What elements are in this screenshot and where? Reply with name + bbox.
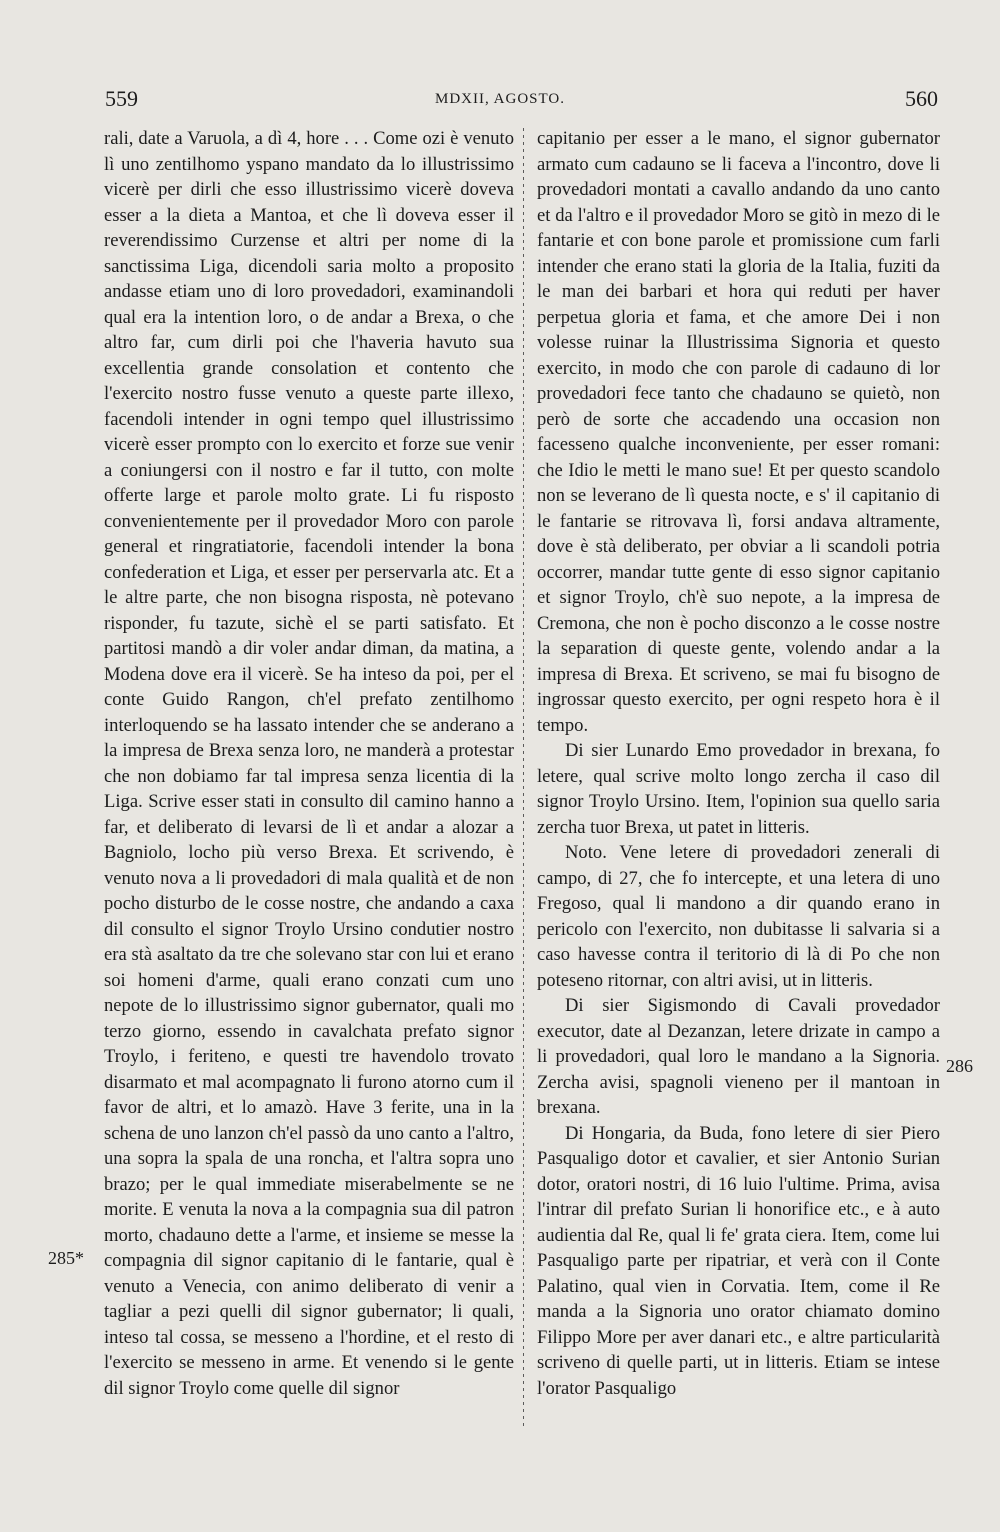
margin-note-right: 286 bbox=[946, 1056, 973, 1076]
paragraph: Di sier Sigismondo di Cavali provedador executor, date al Dezanzan, letere drizate in campo a li provedadori, qual loro le mandano a la Signoria. Zercha avisi, spagnoli vieneno per il mantoan in brexana. bbox=[537, 995, 940, 1118]
page-header bbox=[0, 0, 1000, 120]
paragraph: Di sier Lunardo Emo provedador in brexana, fo letere, qual scrive molto longo zercha il caso dil signor Troylo Ursino. Item, l'opinion sua quello saria zercha tuor Brexa, ut patet in litteris. bbox=[537, 740, 940, 838]
paragraph: Noto. Vene letere di provedadori zenerali di campo, di 27, che fo intercepte, et una letera di uno Fregoso, qual li mandono a dir quando erano in pericolo con l'exercito, non dubitasse li salvaria si a caso havesse contra il teritorio di là di Po che non poteseno ritornar, con altri avisi, ut in litteris. bbox=[537, 842, 940, 991]
margin-note-left: 285* bbox=[48, 1248, 84, 1268]
column-divider bbox=[523, 128, 524, 1428]
paragraph: rali, date a Varuola, a dì 4, hore . . . Come ozi è venuto lì uno zentilhomo yspano mandato da lo illustrissimo vicerè per dirli che esso illustrissimo vicerè doveva esser a la dieta a Mantoa, et che lì doveva esser il reverendissimo Curzense et altri per nome di la sanctissima Liga, dicendoli saria molto a proposito andasse etiam uno di loro provedadori, examinandoli qual era la intention loro, o de andar a Brexa, o che altro far, cum dirli poi che l'haveria havuto sua excellentia grande consolation et contento che l'exercito nostro fusse venuto a queste parte illexo, facendoli intender in ogni tempo quel illustrissimo vicerè esser prompto con lo exercito et forze sue venir a coniungersi con il nostro e far il tutto, con molte offerte large et parole molto grate. Li fu risposto convenientemente per il provedador Moro con parole general et ringratiatorie, facendoli intender la bona confederation et Liga, et esser per perservarla atc. Et a le altre parte, che non bisogna risposta, nè potevano risponder, fu tazute, sichè el se parti satisfato. Et partitosi mandò a dir voler andar diman, da matina, a Modena dove era il vicerè. Se ha inteso da poi, per el conte Guido Rangon, ch'el prefato zentilhomo interloquendo se ha lassato intender che se anderano a la impresa de Brexa senza loro, ne manderà a protestar che non dobiamo far tal impresa senza licentia di la Liga. Scrive esser stati in consulto dil camino hanno a far, et deliberato di levarsi de lì et andar a alozar a Bagniolo, locho più verso Brexa. Et scrivendo, è venuto nova a li provedadori di mala qualità et de non pocho disturbo de le cosse nostre, che andando a caxa dil consulto el signor Troylo Ursino condutier nostro era stà asaltato da tre che solevano star con lui et erano soi homeni d'arme, quali erano conzati cum uno nepote de lo illustrissimo signor gubernator, quali mo terzo giorno, essendo in cavalchata prefato signor Troylo, i feriteno, e questi tre havendolo trovato disarmato et mal acompagnato li furono atorno cum il favor de altri, et lo amazò. Have 3 ferite, una in la schena de uno lanzon ch'el passò da uno canto a l'altro, una sopra la spala de una roncha, et l'altra sopra uno brazo; per le qual immediate miserabelmente se ne morite. E venuta la nova a la compagnia sua dil patron morto, chadauno dette a l'arme, et insieme se messe la compagnia dil signor capitanio di le fantarie, qual è venuto a Venecia, con animo deliberato di venir a tagliar a pezi quelli dil signor gubernator; li quali, inteso tal cossa, se messeno a l'hordine, et el resto di l'exercito se messeno in arme. Et venendo si le gente dil signor Troylo come quelle dil signor bbox=[104, 128, 514, 1399]
right-column bbox=[537, 126, 940, 1401]
paragraph: Di Hongaria, da Buda, fono letere di sier Piero Pasqualigo dotor et cavalier, et sier Antonio Surian dotor, oratori nostri, di 16 luio l'ultime. Prima, avisa l'intrar dil prefato Surian li honorifice etc., e à auto audientia dal Re, qual li fe' grata ciera. Item, come lui Pasqualigo parte per ripatriar, et verà con il Conte Palatino, qual vien in Corvatia. Item, come il Re manda a la Signoria uno orator chiamato domino Filippo More per aver danari etc., e altre particularità scriveno di quelle parti, ut in litteris. Etiam se intese l'orator Pasqualigo bbox=[537, 1122, 940, 1399]
left-column bbox=[104, 126, 514, 1401]
running-title: MDXII, AGOSTO. bbox=[435, 91, 565, 107]
paragraph: capitanio per esser a le mano, el signor gubernator armato cum cadauno se li faceva a l'incontro, dove li provedadori montati a cavallo andando da uno canto et da l'altro e il provedador Moro se gitò in mezo di le fantarie et con bone parole et promissione cum farli intender che erano stati la gloria de la Italia, fuziti da le man dei barbari et hora qui reduti per haver perpetua gloria et fama, et che amore Dei i non volesse ruinar la Illustrissima Signoria et questo exercito, in modo che con parole di cadauno di lor provedadori fece tanto che chadauno se quietò, non però de sorte che accadendo una occasion non facesseno qualche inconveniente, per esser romani: che Idio le metti le mano sue! Et per questo scandolo non se leverano de lì questa nocte, e s' il capitanio di le fantarie se ritrovava lì, forsi andava altramente, dove è stà deliberato, per obviar a li scandoli potria occorrer, mandar tutte gente di esso signor capitanio et signor Troylo, ch'è suo nepote, a la impresa de Cremona, che non è pocho disconzo a le cosse nostre la separation di queste gente, volendo andar a la impresa di Brexa. Et scriveno, se mai fu bisogno de ingrossar questo exercito, per ogni respeto hora è il tempo. bbox=[537, 128, 940, 736]
page-number-left: 559 bbox=[105, 86, 138, 111]
page-number-right: 560 bbox=[905, 86, 938, 111]
